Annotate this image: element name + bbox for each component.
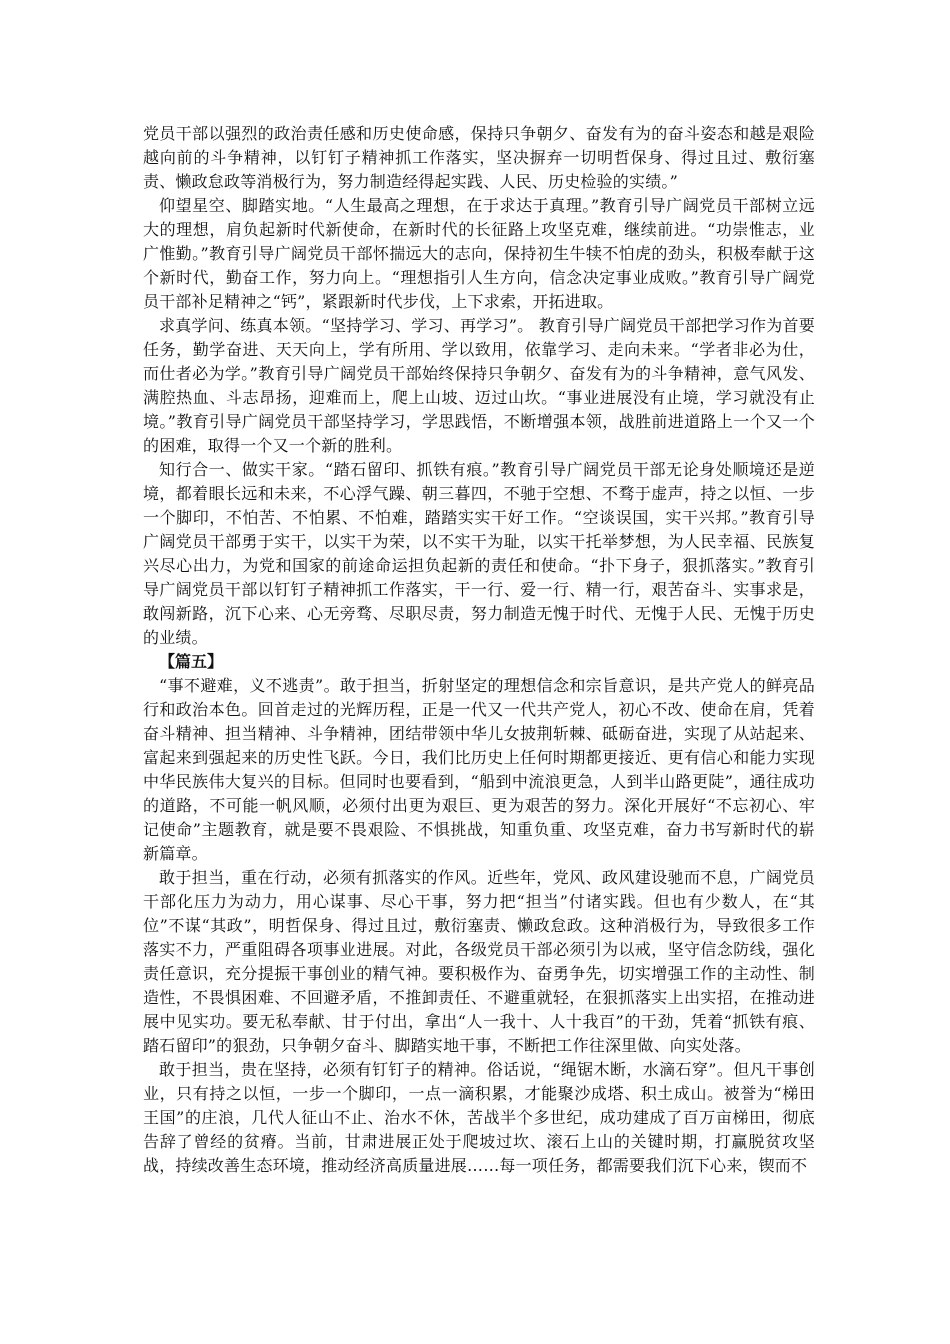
paragraph-3: 求真学问、练真本领。“坚持学习、学习、再学习”。 教育引导广阔党员干部把学习作为首要任务，勤学奋进、天天向上，学有所用、学以致用，依靠学习、走向未来。“学者非必为仕，而仕者必为学。”教育引导广阔党员干部始终保持只争朝夕、奋发有为的斗争精神，意气风发、满腔热血、斗志昂扬，迎难而上，爬上山坡、迈过山坎。“事业进展没有止境，学习就没有止境。”教育引导广阔党员干部坚持学习，学思践悟，不断增强本领，战胜前进道路上一个又一个的困难，取得一个又一个新的胜利。 xyxy=(143,316,815,455)
section-heading: 【篇五】 xyxy=(159,652,224,671)
section-paragraph-2: 敢于担当，重在行动，必须有抓落实的作风。近些年，党风、政风建设驰而不息，广阔党员干部化压力为动力，用心谋事、尽心干事，努力把“担当”付诸实践。但也有少数人，在“其位”不谋“其政”，明哲保身、得过且过，敷衍塞责、懒政怠政。这种消极行为，导致很多工作落实不力，严重阻碍各项事业进展。对此，各级党员干部必须引为以戒，坚守信念防线，强化责任意识，充分提振干事创业的精气神。要积极作为、奋勇争先，切实增强工作的主动性、制造性，不畏惧困难、不回避矛盾，不推卸责任、不避重就轻，在狠抓落实上出实招，在推动进展中见实功。要无私奉献、甘于付出，拿出“人一我十、人十我百”的干劲，凭着“抓铁有痕、踏石留印”的狠劲，只争朝夕奋斗、脚踏实地干事，不断把工作往深里做、向实处落。 xyxy=(143,868,815,1055)
document-page xyxy=(143,122,815,1178)
paragraph-4: 知行合一、做实干家。“踏石留印、抓铁有痕。”教育引导广阔党员干部无论身处顺境还是逆境，都着眼长远和未来，不心浮气躁、朝三暮四，不驰于空想、不骛于虚声，持之以恒、一步一个脚印，不怕苦、不怕累、不怕难，踏踏实实干好工作。“空谈误国，实干兴邦。”教育引导广阔党员干部勇于实干，以实干为荣，以不实干为耻，以实干托举梦想，为人民幸福、民族复兴尽心出力，为党和国家的前途命运担负起新的责任和使命。“扑下身子，狠抓落实。”教育引导广阔党员干部以钉钉子精神抓工作落实，干一行、爱一行、精一行，艰苦奋斗、实事求是，敢闯新路，沉下心来、心无旁骛、尽职尽责，努力制造无愧于时代、无愧于人民、无愧于历史的业绩。 xyxy=(143,460,815,647)
section-paragraph-3: 敢于担当，贵在坚持，必须有钉钉子的精神。俗话说，“绳锯木断，水滴石穿”。但凡干事创业，只有持之以恒，一步一个脚印，一点一滴积累，才能聚沙成塔、积土成山。被誉为“梯田王国”的庄浪，几代人征山不止、治水不休，苦战半个多世纪，成功建成了百万亩梯田，彻底告辞了曾经的贫瘠。当前，甘肃进展正处于爬坡过坎、滚石上山的关键时期，打赢脱贫攻坚战，持续改善生态环境，推动经济高质量进展……每一项任务，都需要我们沉下心来，锲而不 xyxy=(143,1060,815,1175)
paragraph-2: 仰望星空、脚踏实地。“人生最高之理想，在于求达于真理。”教育引导广阔党员干部树立远大的理想，肩负起新时代新使命，在新时代的长征路上攻坚克难，继续前进。“功崇惟志，业广惟勤。”教育引导广阔党员干部怀揣远大的志向，保持初生牛犊不怕虎的劲头，积极奉献于这个新时代，勤奋工作，努力向上。“理想指引人生方向，信念决定事业成败。”教育引导广阔党员干部补足精神之“钙”，紧跟新时代步伐，上下求索，开拓进取。 xyxy=(143,196,815,311)
paragraph-1: 党员干部以强烈的政治责任感和历史使命感，保持只争朝夕、奋发有为的奋斗姿态和越是艰险越向前的斗争精神，以钉钉子精神抓工作落实，坚决摒弃一切明哲保身、得过且过、敷衍塞责、懒政怠政等消极行为，努力制造经得起实践、人民、历史检验的实绩。” xyxy=(143,124,815,191)
section-paragraph-1: “事不避难，义不逃责”。敢于担当，折射坚定的理想信念和宗旨意识，是共产党人的鲜亮品行和政治本色。回首走过的光辉历程，正是一代又一代共产党人，初心不改、使命在肩，凭着奋斗精神、担当精神、斗争精神，团结带领中华儿女披荆斩棘、砥砺奋进，实现了从站起来、富起来到强起来的历史性飞跃。今日，我们比历史上任何时期都更接近、更有信心和能力实现中华民族伟大复兴的目标。但同时也要看到，“船到中流浪更急，人到半山路更陡”，通往成功的道路，不可能一帆风顺，必须付出更为艰巨、更为艰苦的努力。深化开展好“不忘初心、牢记使命”主题教育，就是要不畏艰险、不惧挑战，知重负重、攻坚克难，奋力书写新时代的崭新篇章。 xyxy=(143,676,815,863)
